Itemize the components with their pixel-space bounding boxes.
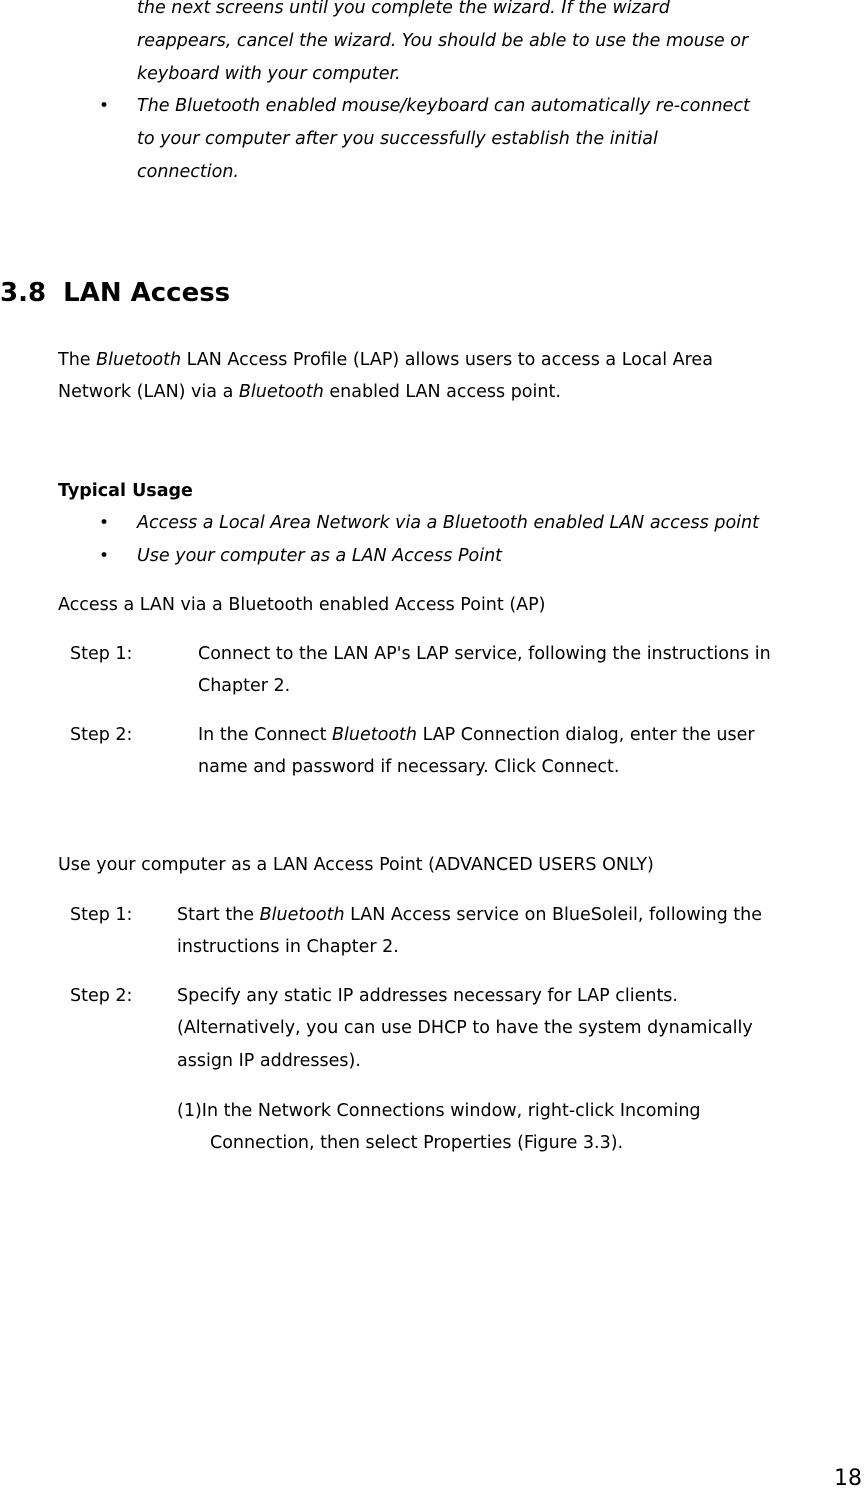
step-text-part: LAP Connection dialog, enter the user <box>417 725 755 745</box>
step-text: Connect to the LAN AP's LAP service, following the instructions in <box>198 644 771 664</box>
step-text <box>177 899 762 932</box>
substep-text: Connection, then select Properties (Figure 3.3). <box>210 1133 624 1153</box>
bullet-1-line-1: the next screens until you complete the wizard. If the wizard <box>137 0 670 18</box>
step-text-part: In the Connect <box>198 725 333 745</box>
usage-item: Use your computer as a LAN Access Point <box>137 546 503 566</box>
intro-text: LAN Access Profile (LAP) allows users to access a Local Area <box>181 350 713 370</box>
step-emphasis: Bluetooth <box>259 905 345 925</box>
intro-text: enabled LAN access point. <box>323 382 561 402</box>
typical-usage-heading: Typical Usage <box>58 481 193 501</box>
bullet-1-line-2: reappears, cancel the wizard. You should be able to use the mouse or <box>137 31 749 51</box>
bullet-2-line-3: connection. <box>137 162 239 182</box>
procedure-1-heading: Access a LAN via a Bluetooth enabled Access Point (AP) <box>58 595 546 615</box>
step-text-part: Start the <box>177 905 260 925</box>
step-text-part: LAN Access service on BlueSoleil, following the <box>344 905 762 925</box>
intro-line-2 <box>58 376 561 409</box>
step-text: instructions in Chapter 2. <box>177 937 399 957</box>
bullet-marker: • <box>99 96 110 116</box>
step-label: Step 2: <box>70 725 133 745</box>
step-text: Chapter 2. <box>198 676 291 696</box>
section-number: 3.8 <box>0 278 47 308</box>
step-text <box>198 719 755 752</box>
bullet-2-line-1: The Bluetooth enabled mouse/keyboard can automatically re-connect <box>137 96 750 116</box>
substep-text: (1)In the Network Connections window, right-click Incoming <box>177 1101 701 1121</box>
step-text: (Alternatively, you can use DHCP to have the system dynamically <box>177 1018 753 1038</box>
section-title: LAN Access <box>63 278 231 308</box>
bullet-marker: • <box>99 513 110 533</box>
step-label: Step 1: <box>70 905 133 925</box>
usage-item: Access a Local Area Network via a Bluetooth enabled LAN access point <box>137 513 759 533</box>
step-text: name and password if necessary. Click Connect. <box>198 757 620 777</box>
step-text: Specify any static IP addresses necessary for LAP clients. <box>177 986 678 1006</box>
intro-line-1 <box>58 344 713 377</box>
intro-emphasis: Bluetooth <box>238 382 324 402</box>
bullet-1-line-3: keyboard with your computer. <box>137 64 401 84</box>
section-heading <box>0 278 230 308</box>
page-number: 18 <box>834 1466 862 1491</box>
step-label: Step 2: <box>70 986 133 1006</box>
step-text: assign IP addresses). <box>177 1051 361 1071</box>
intro-emphasis: Bluetooth <box>96 350 182 370</box>
step-emphasis: Bluetooth <box>332 725 417 745</box>
intro-text: Network (LAN) via a <box>58 382 239 402</box>
bullet-marker: • <box>99 546 110 566</box>
procedure-2-heading: Use your computer as a LAN Access Point (ADVANCED USERS ONLY) <box>58 855 654 875</box>
bullet-2-line-2: to your computer after you successfully establish the initial <box>137 129 658 149</box>
step-label: Step 1: <box>70 644 133 664</box>
intro-text: The <box>58 350 97 370</box>
